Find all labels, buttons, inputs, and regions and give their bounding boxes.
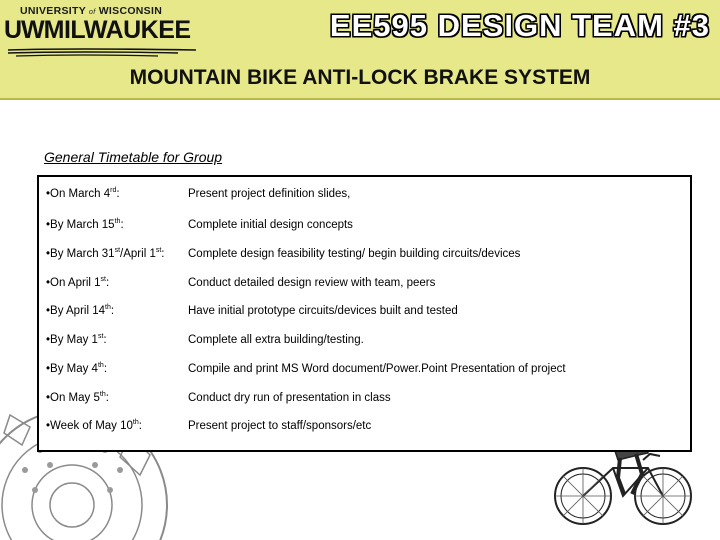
timetable-row: [39, 188, 690, 208]
logo-stripes-icon: [8, 48, 196, 58]
timetable-row: [39, 305, 690, 325]
row-date: •On May 5th:: [46, 391, 109, 404]
timetable-row: [39, 277, 690, 297]
row-date: •On March 4rd:: [46, 187, 120, 200]
presentation-title: EE595 DESIGN TEAM #3: [329, 8, 710, 43]
row-task: Compile and print MS Word document/Power.Point Presentation of project: [188, 363, 566, 375]
row-date: •Week of May 10th:: [46, 419, 142, 432]
row-task: Conduct dry run of presentation in class: [188, 392, 391, 404]
header-banner: [0, 0, 720, 98]
logo-wordmark: UWMILWAUKEE: [4, 16, 191, 44]
row-task: Complete all extra building/testing.: [188, 334, 364, 346]
timetable-row: [39, 392, 690, 412]
timetable-box: [37, 175, 692, 452]
row-date: •By March 31st/April 1st:: [46, 247, 165, 260]
timetable-heading: General Timetable for Group: [44, 149, 223, 165]
row-task: Complete design feasibility testing/ begin building circuits/devices: [188, 248, 521, 260]
row-task: Present project definition slides,: [188, 188, 351, 200]
row-date: •On April 1st:: [46, 276, 110, 289]
row-task: Conduct detailed design review with team, peers: [188, 277, 436, 289]
row-date: •By May 1st:: [46, 333, 107, 346]
timetable-row: [39, 420, 690, 440]
uwm-logo: [4, 2, 196, 62]
timetable-row: [39, 363, 690, 383]
row-task: Complete initial design concepts: [188, 219, 353, 231]
row-task: Present project to staff/sponsors/etc: [188, 420, 372, 432]
row-date: •By May 4th:: [46, 362, 108, 375]
row-task: Have initial prototype circuits/devices built and tested: [188, 305, 458, 317]
timetable-row: [39, 248, 690, 268]
timetable-row: [39, 219, 690, 239]
timetable-row: [39, 334, 690, 354]
row-date: •By March 15th:: [46, 218, 124, 231]
presentation-subtitle: MOUNTAIN BIKE ANTI-LOCK BRAKE SYSTEM: [129, 66, 591, 89]
row-date: •By April 14th:: [46, 304, 115, 317]
header-divider: [0, 98, 720, 100]
logo-university-text: UNIVERSITY of WISCONSIN: [20, 5, 163, 17]
